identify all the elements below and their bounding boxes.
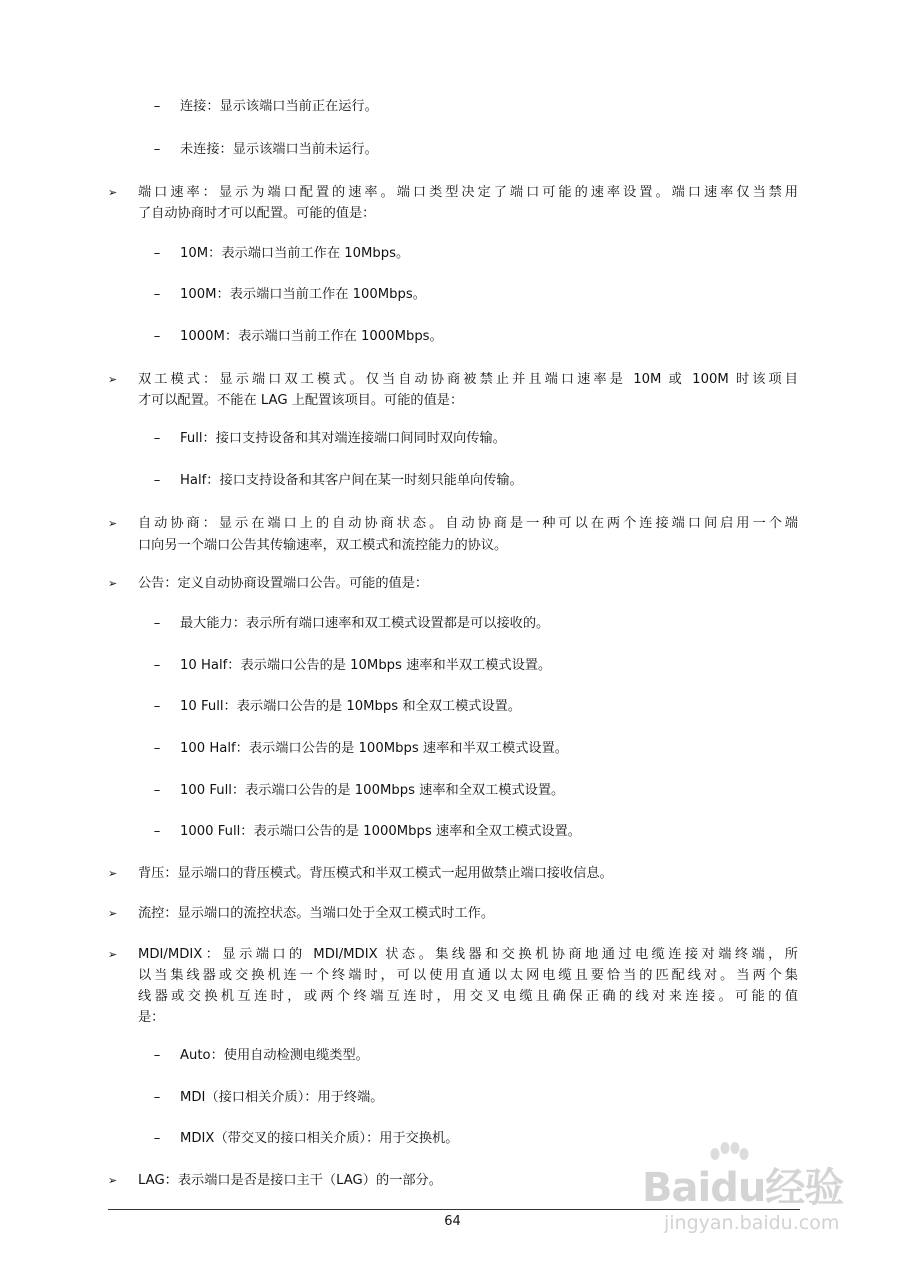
bullet-arrow-icon: ➢	[108, 517, 118, 530]
dash-marker: –	[153, 1048, 161, 1063]
bullet-arrow-icon: ➢	[108, 1174, 118, 1187]
document-page: – 连接：显示该端口当前正在运行。 – 未连接：显示该端口当前未运行。 ➢ 端口速率：显示为端口配置的速率。端口类型决定了端口可能的速率设置。端口速率仅当禁用 了自动协商时才可以配置。可能的值是： – 10M：表示端口当前工作在 10Mbps。 – 100M：表示端口当前工作在 100Mbps。 – 1000M：表示端口当前工作在 1000Mbps。 ➢ 双工模式：显示端口双工模式。仅当自动协商被禁止并且端口速率是 10M 或 100M 时该项目 才可以配置。不能在 LAG 上配置该项目。可能的值是： – Full：接口支持设备和其对端连接端口间同时双向传输。 – Half：接口支持设备和其客户间在某一时刻只能单向传输。 ➢ 自动协商：显示在端口上的自动协商状态。自动协商是一种可以在两个连接端口间启用一个端 口向另一个端口公告其传输速率，双工模式和流控能力的协议。 ➢ 公告：定义自动协商设置端口公告。可能的值是： – 最大能力：表示所有端口速率和双工模式设置都是可以接收的。 – 10 Half：表示端口公告的是 10Mbps 速率和半双工模式设置。 – 10 Full：表示端口公告的是 10Mbps 和全双工模式设置。 – 100 Half：表示端口公告的是 100Mbps 速率和半双工模式设置。 – 100 Full：表示端口公告的是 100Mbps 速率和全双工模式设置。 – 1000 Full：表示端口公告的是 1000Mbps 速率和全双工模式设置。 ➢ 背压：显示端口的背压模式。背压模式和半双工模式一起用做禁止端口接收信息。 ➢ 流控：显示端口的流控状态。当端口处于全双工模式时工作。 ➢ MDI/MDIX：显示端口的 MDI/MDIX 状态。集线器和交换机协商地通过电缆连接对端终端，所 以当集线器或交换机连一个终端时，可以使用直通以太网电缆且要恰当的匹配线对。当两个集 线器或交换机互连时，或两个终端互连时，用交叉电缆且确保正确的线对来连接。可能的值 是： – Auto：使用自动检测电缆类型。 – MDI（接口相关介质）：用于终端。 – MDIX（带交叉的接口相关介质）：用于交换机。 ➢ LAG：表示端口是否是接口主干（LAG）的一部分。 64 Baidu经验 jingyan.baidu.com	[0, 0, 905, 1280]
bullet-arrow-icon: ➢	[108, 948, 118, 961]
dash-marker: –	[153, 1131, 161, 1146]
bullet-arrow-icon: ➢	[108, 867, 118, 880]
bullet-arrow-icon: ➢	[108, 186, 118, 199]
paw-icon	[706, 1142, 750, 1182]
dash-marker: –	[153, 142, 161, 157]
page-number: 64	[444, 1214, 461, 1229]
dash-marker: –	[153, 287, 161, 302]
bullet-arrow-icon: ➢	[108, 373, 118, 386]
dash-marker: –	[153, 329, 161, 344]
dash-marker: –	[153, 616, 161, 631]
dash-marker: –	[153, 824, 161, 839]
bullet-arrow-icon: ➢	[108, 907, 118, 920]
dash-marker: –	[153, 699, 161, 714]
dash-marker: –	[153, 246, 161, 261]
dash-marker: –	[153, 1090, 161, 1105]
dash-marker: –	[153, 99, 161, 114]
watermark-url: jingyan.baidu.com	[664, 1212, 840, 1234]
dash-marker: –	[153, 473, 161, 488]
dash-marker: –	[153, 783, 161, 798]
dash-marker: –	[153, 741, 161, 756]
dash-marker: –	[153, 431, 161, 446]
dash-marker: –	[153, 658, 161, 673]
baidu-watermark	[642, 1148, 862, 1258]
bullet-arrow-icon: ➢	[108, 577, 118, 590]
watermark-brand: Baidu经验	[642, 1165, 844, 1211]
